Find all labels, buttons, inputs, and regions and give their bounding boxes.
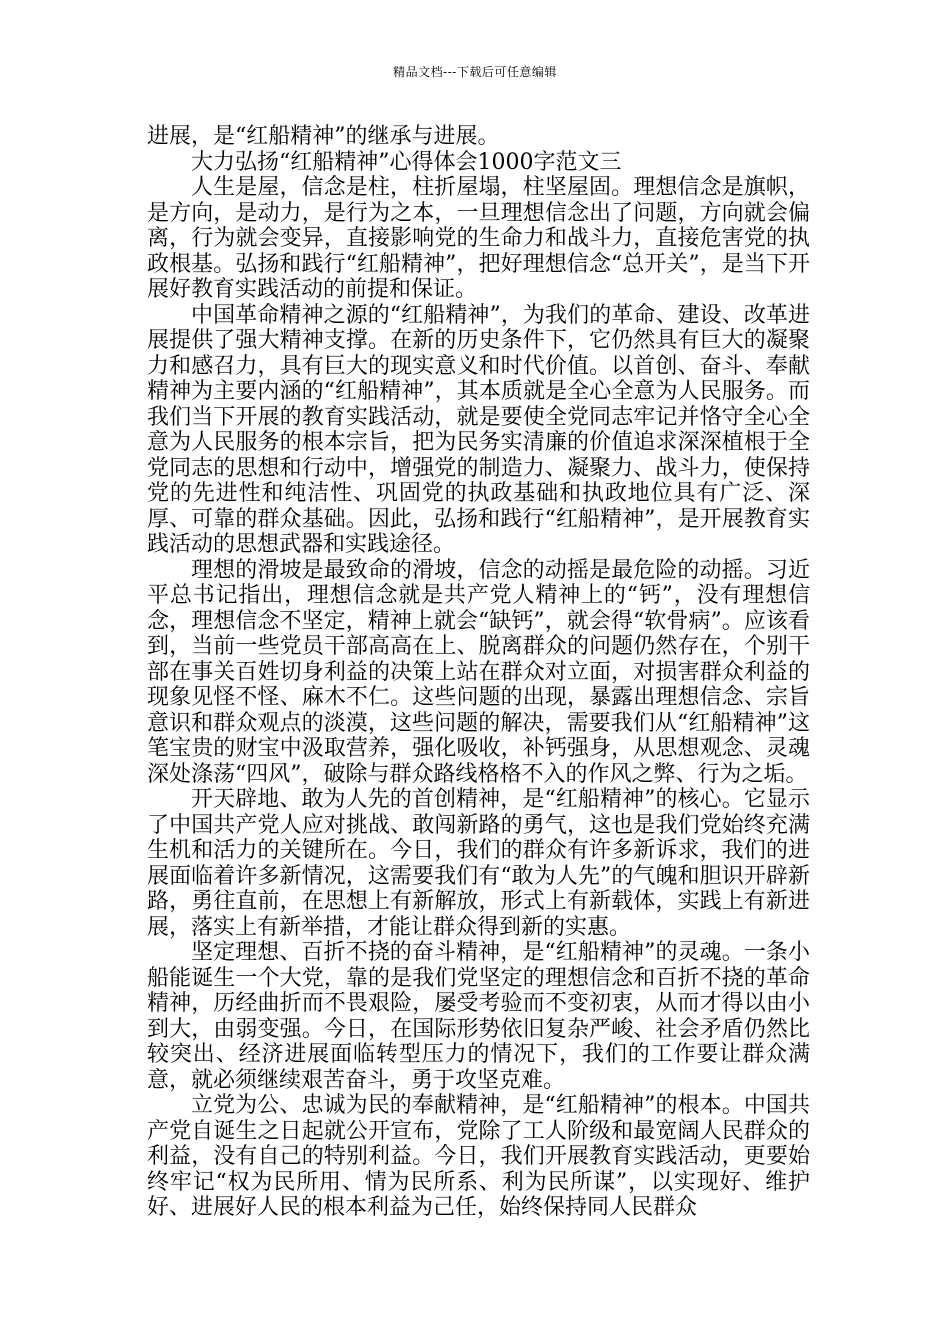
page-header: 精品文档---下载后可任意编辑 [393, 65, 557, 79]
paragraph: 开天辟地、敢为人先的首创精神，是“红船精神”的核心。它显示了中国共产党人应对挑战、敢闯新路的勇气，这也是我们党始终充满生机和活力的关键所在。今日，我们的群众有许多新诉求，我们的进展面临着许多新情况，这需要我们有“敢为人先”的气魄和胆识开辟新路，勇往直前，在思想上有新解放，形式上有新载体，实践上有新进展，落实上有新举措，才能让群众得到新的实惠。 [147, 787, 810, 940]
paragraph: 理想的滑坡是最致命的滑坡，信念的动摇是最危险的动摇。习近平总书记指出，理想信念就是共产党人精神上的“钙”，没有理想信念，理想信念不坚定，精神上就会“缺钙”，就会得“软骨病”。应该看到，当前一些党员干部高高在上、脱离群众的问题仍然存在，个别干部在事关百姓切身利益的决策上站在群众对立面，对损害群众利益的现象见怪不怪、麻木不仁。这些问题的出现，暴露出理想信念、宗旨意识和群众观点的淡漠，这些问题的解决，需要我们从“红船精神”这笔宝贵的财宝中汲取营养，强化吸收，补钙强身，从思想观念、灵魂深处涤荡“四风”，破除与群众路线格格不入的作风之弊、行为之垢。 [147, 557, 810, 787]
paragraph: 中国革命精神之源的“红船精神”，为我们的革命、建设、改革进展提供了强大精神支撑。在新的历史条件下，它仍然具有巨大的凝聚力和感召力，具有巨大的现实意义和时代价值。以首创、奋斗、奉献精神为主要内涵的“红船精神”，其本质就是全心全意为人民服务。而我们当下开展的教育实践活动，就是要使全党同志牢记并恪守全心全意为人民服务的根本宗旨，把为民务实清廉的价值追求深深植根于全党同志的思想和行动中，增强党的制造力、凝聚力、战斗力，使保持党的先进性和纯洁性、巩固党的执政基础和执政地位具有广泛、深厚、可靠的群众基础。因此，弘扬和践行“红船精神”，是开展教育实践活动的思想武器和实践途径。 [147, 302, 810, 557]
paragraph: 人生是屋，信念是柱，柱折屋塌，柱坚屋固。理想信念是旗帜，是方向，是动力，是行为之本，一旦理想信念出了问题，方向就会偏离，行为就会变异，直接影响党的生命力和战斗力，直接危害党的执政根基。弘扬和践行“红船精神”，把好理想信念“总开关”，是当下开展好教育实践活动的前提和保证。 [147, 175, 810, 302]
document-body [147, 124, 810, 1221]
paragraph-continuation: 进展，是“红船精神”的继承与进展。 [147, 124, 500, 149]
paragraph: 立党为公、忠诚为民的奉献精神，是“红船精神”的根本。中国共产党自诞生之日起就公开宣布，党除了工人阶级和最宽阔人民群众的利益，没有自己的特别利益。今日，我们开展教育实践活动，更要始终牢记“权为民所用、情为民所系、利为民所谋”，以实现好、维护好、进展好人民的根本利益为己任，始终保持同人民群众 [147, 1093, 810, 1220]
paragraph: 坚定理想、百折不挠的奋斗精神，是“红船精神”的灵魂。一条小船能诞生一个大党，靠的是我们党坚定的理想信念和百折不挠的革命精神，历经曲折而不畏艰险，屡受考验而不变初衷，从而才得以由小到大，由弱变强。今日，在国际形势依旧复杂严峻、社会矛盾仍然比较突出、经济进展面临转型压力的情况下，我们的工作要让群众满意，就必须继续艰苦奋斗，勇于攻坚克难。 [147, 940, 810, 1093]
section-heading: 大力弘扬“红船精神”心得体会1000字范文三 [191, 149, 622, 175]
